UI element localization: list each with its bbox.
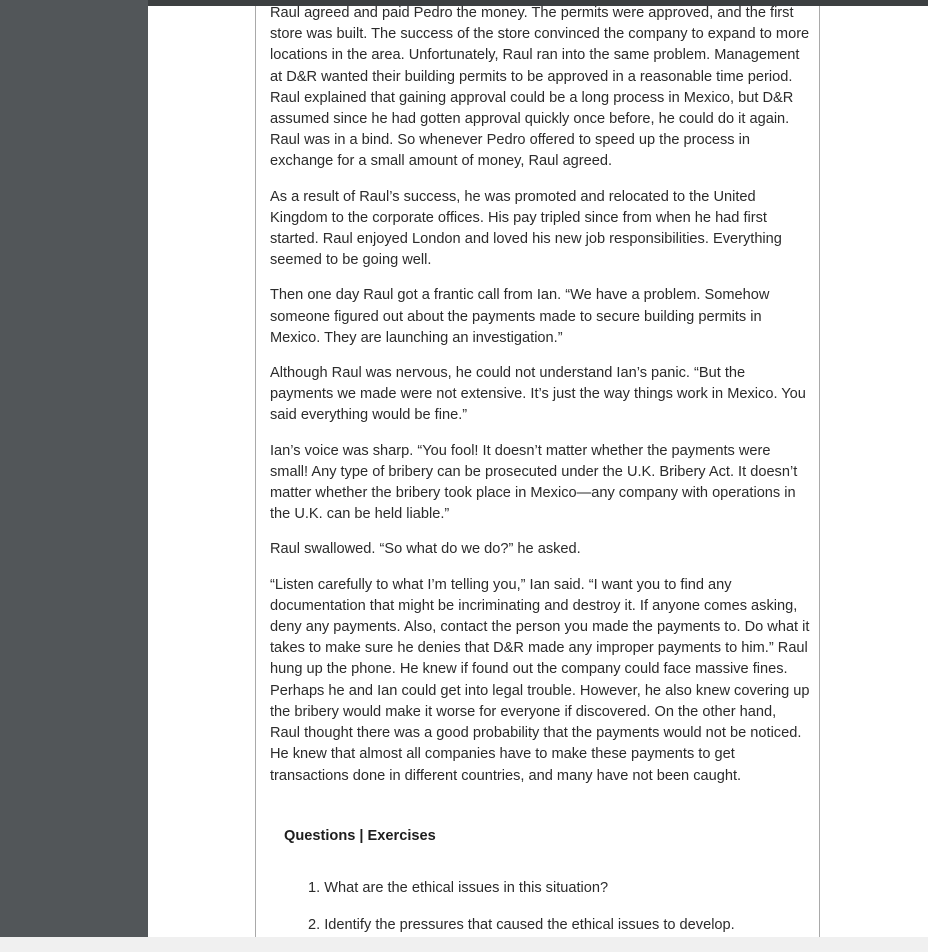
- case-narrative: [270, 3, 810, 801]
- viewer-left-gutter: [0, 0, 148, 937]
- paragraph: Although Raul was nervous, he could not understand Ian’s panic. “But the payments we made were not extensive. It’s just the way things work in Mexico. You said everything would be fine.”: [270, 365, 806, 424]
- question-item: 2. Identify the pressures that caused the ethical issues to develop.: [308, 917, 735, 933]
- paragraph: Raul swallowed. “So what do we do?” he asked.: [270, 541, 581, 558]
- paragraph: As a result of Raul’s success, he was promoted and relocated to the United Kingdom to the corporate offices. His pay tripled since from when he had first started. Raul enjoyed London and loved his new job responsibilities. Everything seemed to be going well.: [270, 188, 782, 269]
- questions-heading: Questions | Exercises: [284, 828, 436, 844]
- paragraph: Raul agreed and paid Pedro the money. The permits were approved, and the first store was built. The success of the store convinced the company to expand to more locations in the area. Unfortunately, Raul ran into the same problem. Management at D&R wanted their building permits to be approved in a reasonable time period. Raul explained that gaining approval could be a long process in Mexico, but D&R assumed since he had gotten approval quickly once before, he could do it again. Raul was in a bind. So whenever Pedro offered to speed up the process in exchange for a small amount of money, Raul agreed.: [270, 5, 810, 170]
- paragraph: Ian’s voice was sharp. “You fool! It doesn’t matter whether the payments were small! Any type of bribery can be prosecuted under the U.K. Bribery Act. It doesn’t matter whether the bribery took place in Mexico—any company with operations in the U.K. can be held liable.”: [270, 442, 798, 523]
- paragraph: Then one day Raul got a frantic call from Ian. “We have a problem. Somehow someone figured out about the payments made to secure building permits in Mexico. They are launching an investigation.”: [270, 287, 770, 346]
- document-page: [148, 6, 928, 937]
- paragraph: “Listen carefully to what I’m telling you,” Ian said. “I want you to find any documentation that might be incriminating and destroy it. If anyone comes asking, deny any payments. Also, contact the person you made the payments to. Do what it takes to make sure he denies that D&R made any improper payments to him.” Raul hung up the phone. He knew if found out the company could face massive fines. Perhaps he and Ian could get into legal trouble. However, he also knew covering up the bribery would make it worse for everyone if discovered. On the other hand, Raul thought there was a good probability that the payments would not be noticed. He knew that almost all companies have to make these payments to get transactions done in different countries, and many have not been caught.: [270, 576, 810, 784]
- questions-list: [308, 878, 788, 952]
- question-item: 1. What are the ethical issues in this situation?: [308, 880, 609, 896]
